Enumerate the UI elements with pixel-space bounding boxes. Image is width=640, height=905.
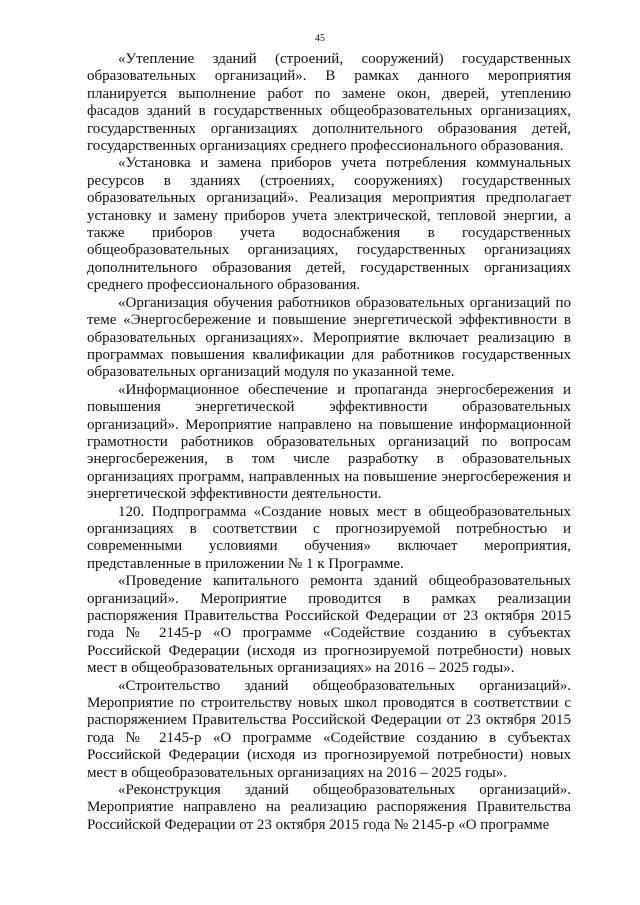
paragraph-meters: «Установка и замена приборов учета потребления коммунальных ресурсов в зданиях (строениях, сооружениях) государственных образовательных организаций». Реализация мероприятия предполагает установку и замену приборов учета электрической, тепловой энергии, а также приборов учета водоснабжения в государственных общеобразовательных организациях, государственных организациях дополнительного образования детей, государственных организациях среднего профессионального образования.	[87, 155, 571, 294]
paragraph-training: «Организация обучения работников образовательных организаций по теме «Энергосбережение и повышение энергетической эффективности в образовательных организациях». Мероприятие включает реализацию в программах повышения квалификации для работников государственных образовательных организаций модуля по указанной теме.	[87, 294, 571, 381]
paragraph-capital-repair: «Проведение капитального ремонта зданий общеобразовательных организаций». Мероприятие проводится в рамках реализации распоряжения Правительства Российской Федерации от 23 октября 2015 года № 2145-р «О программе «Содействие созданию в субъектах Российской Федерации (исходя из прогнозируемой потребности) новых мест в общеобразовательных организациях» на 2016 – 2025 годы».	[87, 573, 571, 677]
page-number: 45	[315, 33, 325, 44]
paragraph-information: «Информационное обеспечение и пропаганда энергосбережения и повышения энергетической эффективности образовательных организаций». Мероприятие направлено на повышение информационной грамотности работников образовательных организаций по вопросам энергосбережения, в том числе разработку в образовательных организациях программ, направленных на повышение энергосбережения и энергетической эффективности деятельности.	[87, 381, 571, 503]
paragraph-subprogram-120: 120. Подпрограмма «Создание новых мест в общеобразовательных организациях в соответствии с прогнозируемой потребностью и современными условиями обучения» включает мероприятия, представленные в приложении № 1 к Программе.	[87, 503, 571, 572]
paragraph-construction: «Строительство зданий общеобразовательных организаций». Мероприятие по строительству новых школ проводятся в соответствии с распоряжением Правительства Российской Федерации от 23 октября 2015 года № 2145-р «О программе «Содействие созданию в субъектах Российской Федерации (исходя из прогнозируемой потребности) новых мест в общеобразовательных организациях на 2016 – 2025 годы».	[87, 677, 571, 781]
paragraph-reconstruction: «Реконструкция зданий общеобразовательных организаций». Мероприятие направлено на реализацию распоряжения Правительства Российской Федерации от 23 октября 2015 года № 2145-р «О программе	[87, 782, 571, 833]
paragraph-insulation: «Утепление зданий (строений, сооружений) государственных образовательных организаций». В рамках данного мероприятия планируется выполнение работ по замене окон, дверей, утеплению фасадов зданий в государственных общеобразовательных организациях, государственных организациях дополнительного образования детей, государственных организациях среднего профессионального образования.	[87, 51, 571, 155]
body-text	[87, 51, 571, 834]
